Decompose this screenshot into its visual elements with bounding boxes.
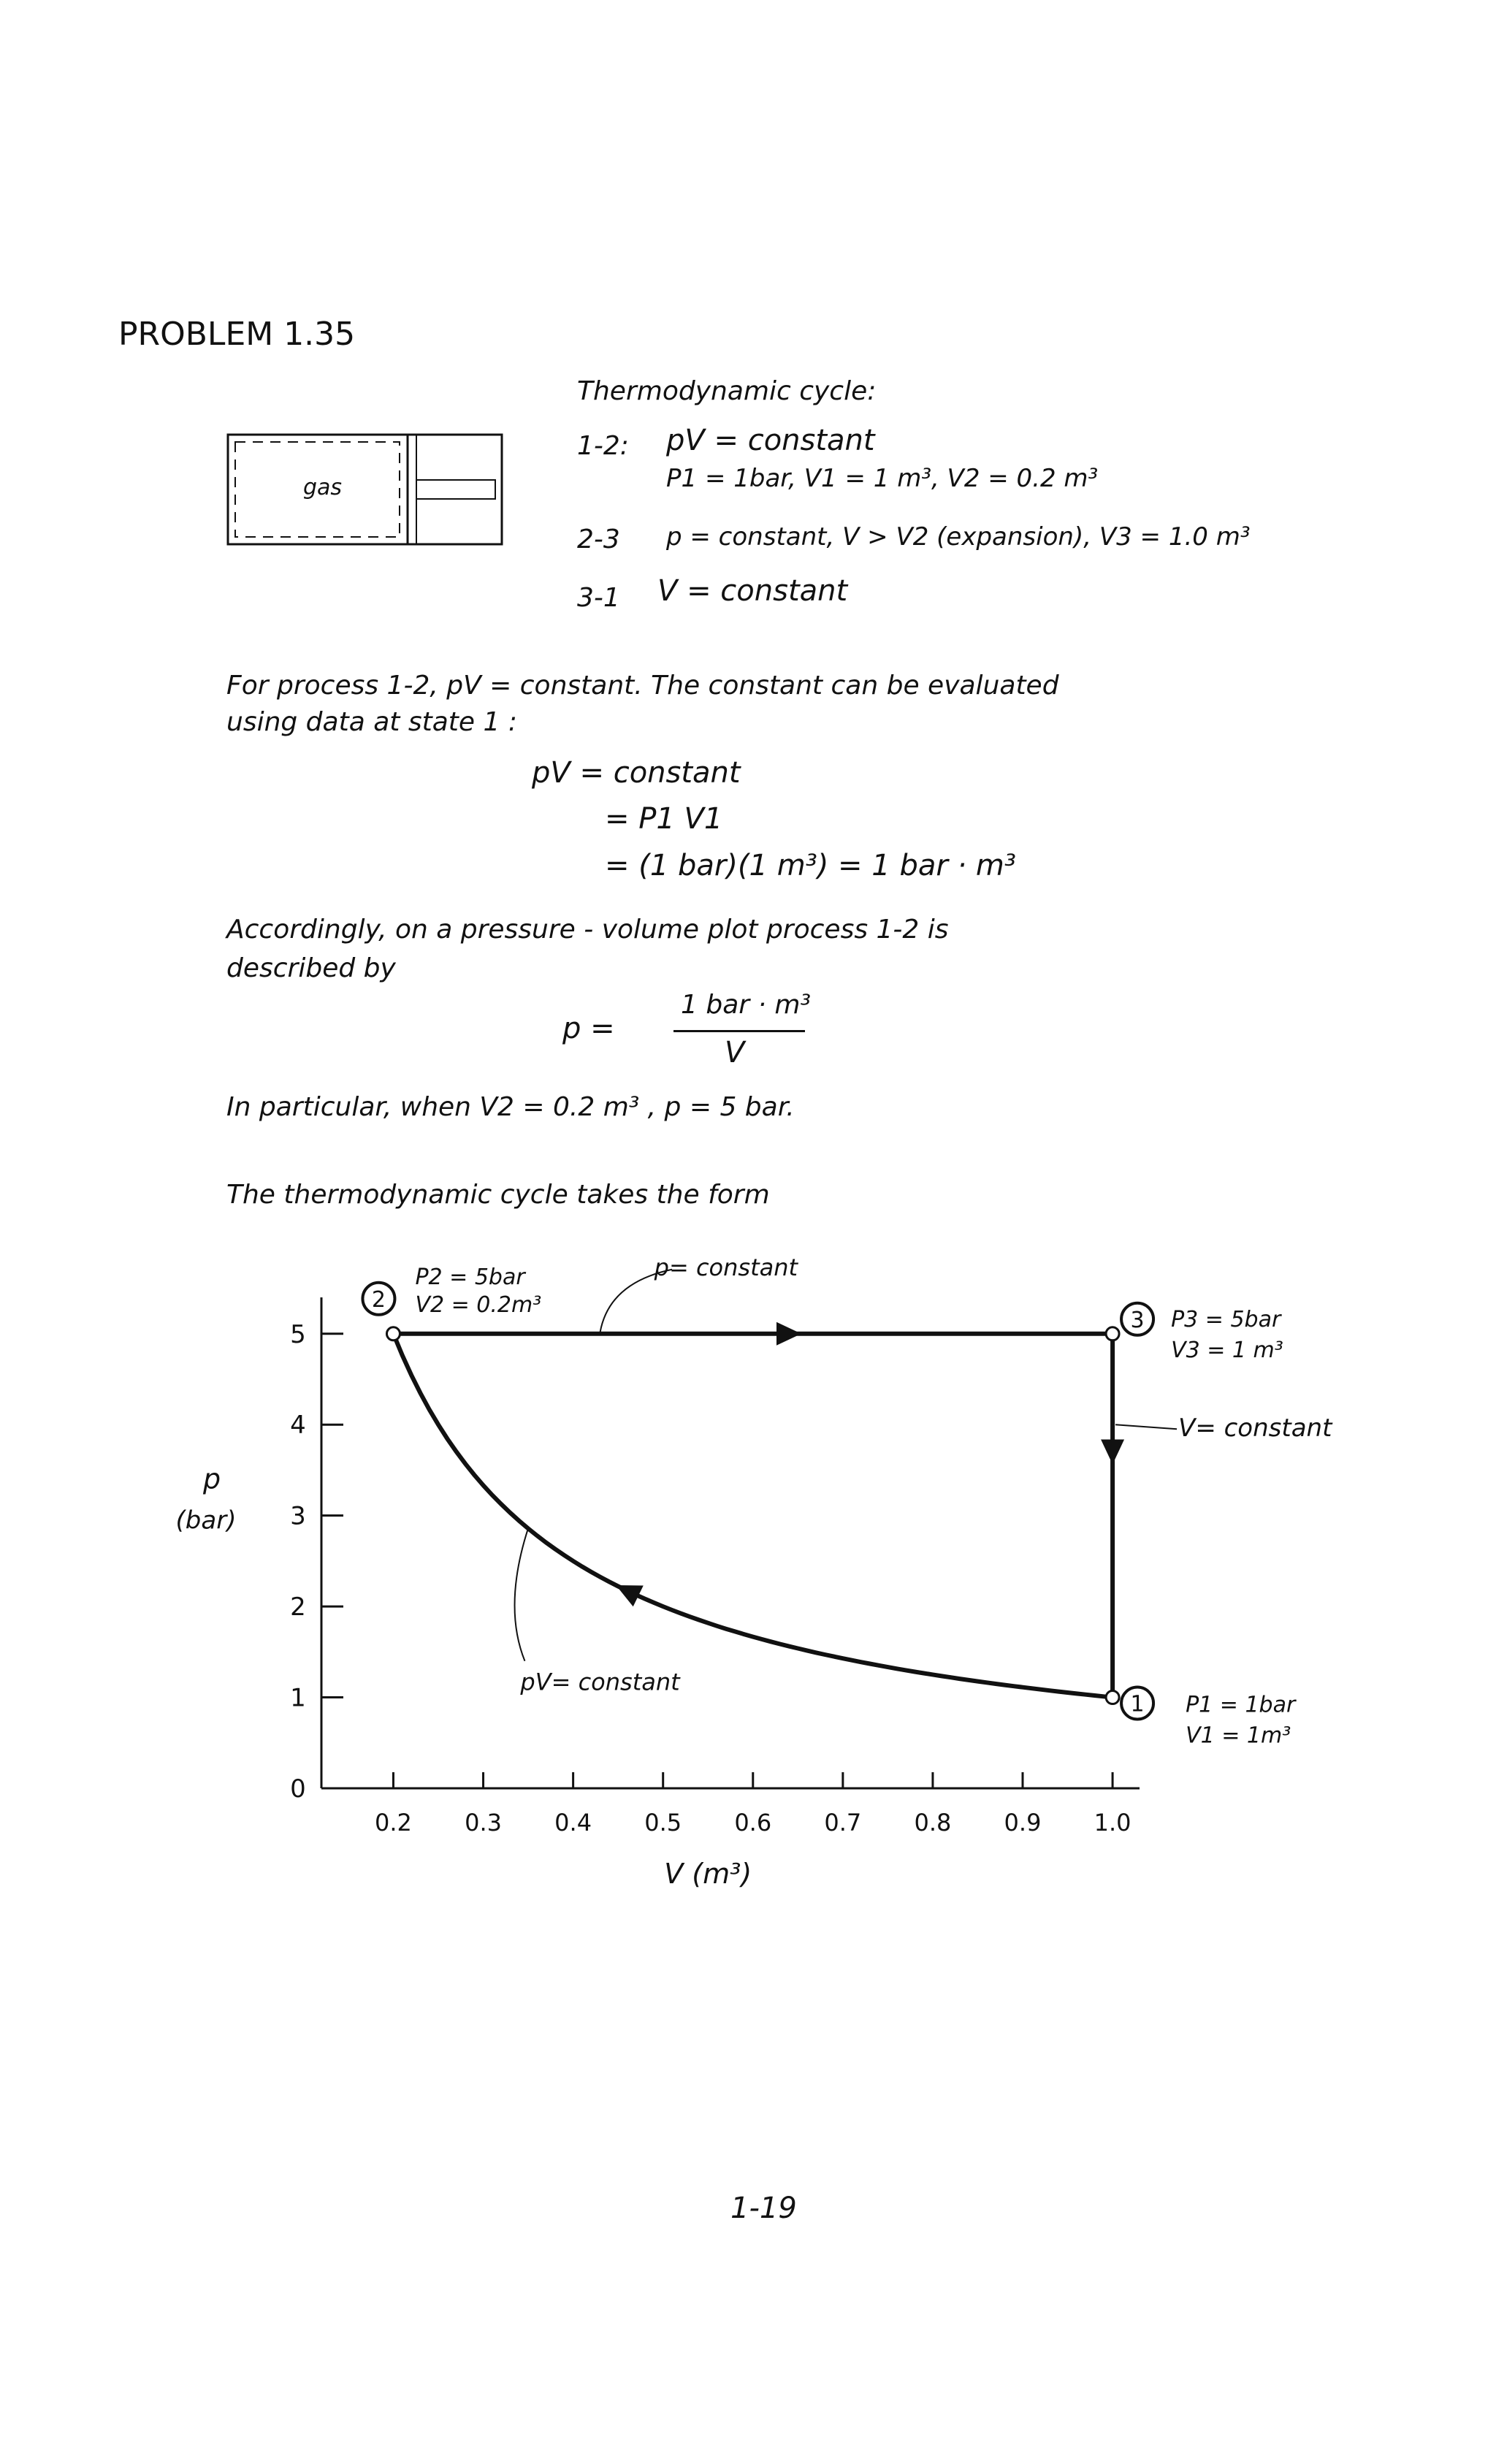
equation-line-3: = (1 bar)(1 m³) = 1 bar · m³ [605,849,1016,882]
y-tick-label: 2 [290,1593,306,1622]
fraction-numerator: 1 bar · m³ [681,990,811,1020]
y-tick-label: 4 [290,1411,306,1441]
equation-line-1: pV = constant [532,756,741,790]
y-tick-label: 5 [290,1319,306,1349]
paragraph-2-line-1: Accordingly, on a pressure - volume plot process 1-2 is [226,915,949,945]
process-1-2-label: 1-2: [577,431,629,461]
series-line-1-2 [394,1334,1113,1698]
state-1-volume: V1 = 1m³ [1186,1723,1291,1749]
process-3-1-label: 3-1 [577,583,620,613]
leader-v-constant [1115,1424,1177,1429]
arrow-2-3 [776,1322,801,1346]
page-title: PROBLEM 1.35 [118,316,356,353]
state-2-volume: V2 = 0.2m³ [415,1292,542,1318]
paragraph-1-line-1: For process 1-2, pV = constant. The constant can be evaluated [226,671,1059,701]
gas-label: gas [303,475,343,500]
y-tick-label: 0 [290,1774,306,1804]
y-tick-label: 1 [290,1683,306,1713]
process-3-1-equation: V = constant [657,574,848,608]
x-axis-label: V (m³) [664,1858,752,1890]
state-3-volume: V3 = 1 m³ [1171,1337,1283,1363]
fraction-lhs: p = [562,1012,615,1045]
x-tick-label: 0.2 [375,1809,412,1836]
page-number: 1-19 [730,2192,797,2225]
y-axis-unit: (bar) [175,1506,237,1536]
annotation-v-constant: V= constant [1178,1414,1332,1443]
x-tick-label: 0.3 [465,1809,502,1836]
paragraph-4: The thermodynamic cycle takes the form [226,1180,770,1210]
state-3-number: 3 [1130,1307,1145,1333]
process-1-2-data: P1 = 1bar, V1 = 1 m³, V2 = 0.2 m³ [666,464,1099,493]
state-2-pressure: P2 = 5bar [415,1264,525,1290]
process-2-3-label: 2-3 [577,525,620,554]
y-tick-label: 3 [290,1501,306,1531]
arrow-3-1 [1101,1440,1124,1465]
annotation-p-constant: p= constant [654,1253,798,1281]
paragraph-1-line-2: using data at state 1 : [226,707,517,737]
x-tick-label: 0.9 [1004,1809,1042,1836]
x-tick-label: 0.8 [914,1809,952,1836]
y-axis-label: p [202,1462,221,1495]
state-point-3 [1106,1327,1119,1340]
paragraph-2-line-2: described by [226,953,396,983]
process-2-3-equation: p = constant, V > V2 (expansion), V3 = 1.0 m³ [666,522,1251,552]
annotation-pv-constant: pV= constant [520,1668,680,1696]
state-1-number: 1 [1130,1691,1145,1717]
x-tick-label: 0.6 [734,1809,772,1836]
process-1-2-equation: pV = constant [666,424,875,457]
state-point-1 [1106,1691,1119,1704]
x-tick-label: 0.7 [824,1809,862,1836]
state-point-2 [386,1327,400,1340]
x-tick-label: 1.0 [1094,1809,1131,1836]
equation-line-2: = P1 V1 [605,802,723,836]
paragraph-3: In particular, when V2 = 0.2 m³ , p = 5 bar. [226,1092,795,1122]
state-1-pressure: P1 = 1bar [1186,1692,1296,1718]
state-2-number: 2 [371,1286,386,1313]
leader-pv-constant [515,1528,529,1661]
fraction-denominator: V [725,1036,745,1069]
x-tick-label: 0.4 [554,1809,592,1836]
state-3-pressure: P3 = 5bar [1171,1306,1281,1332]
cycle-heading: Thermodynamic cycle: [577,376,877,406]
x-tick-label: 0.5 [644,1809,682,1836]
